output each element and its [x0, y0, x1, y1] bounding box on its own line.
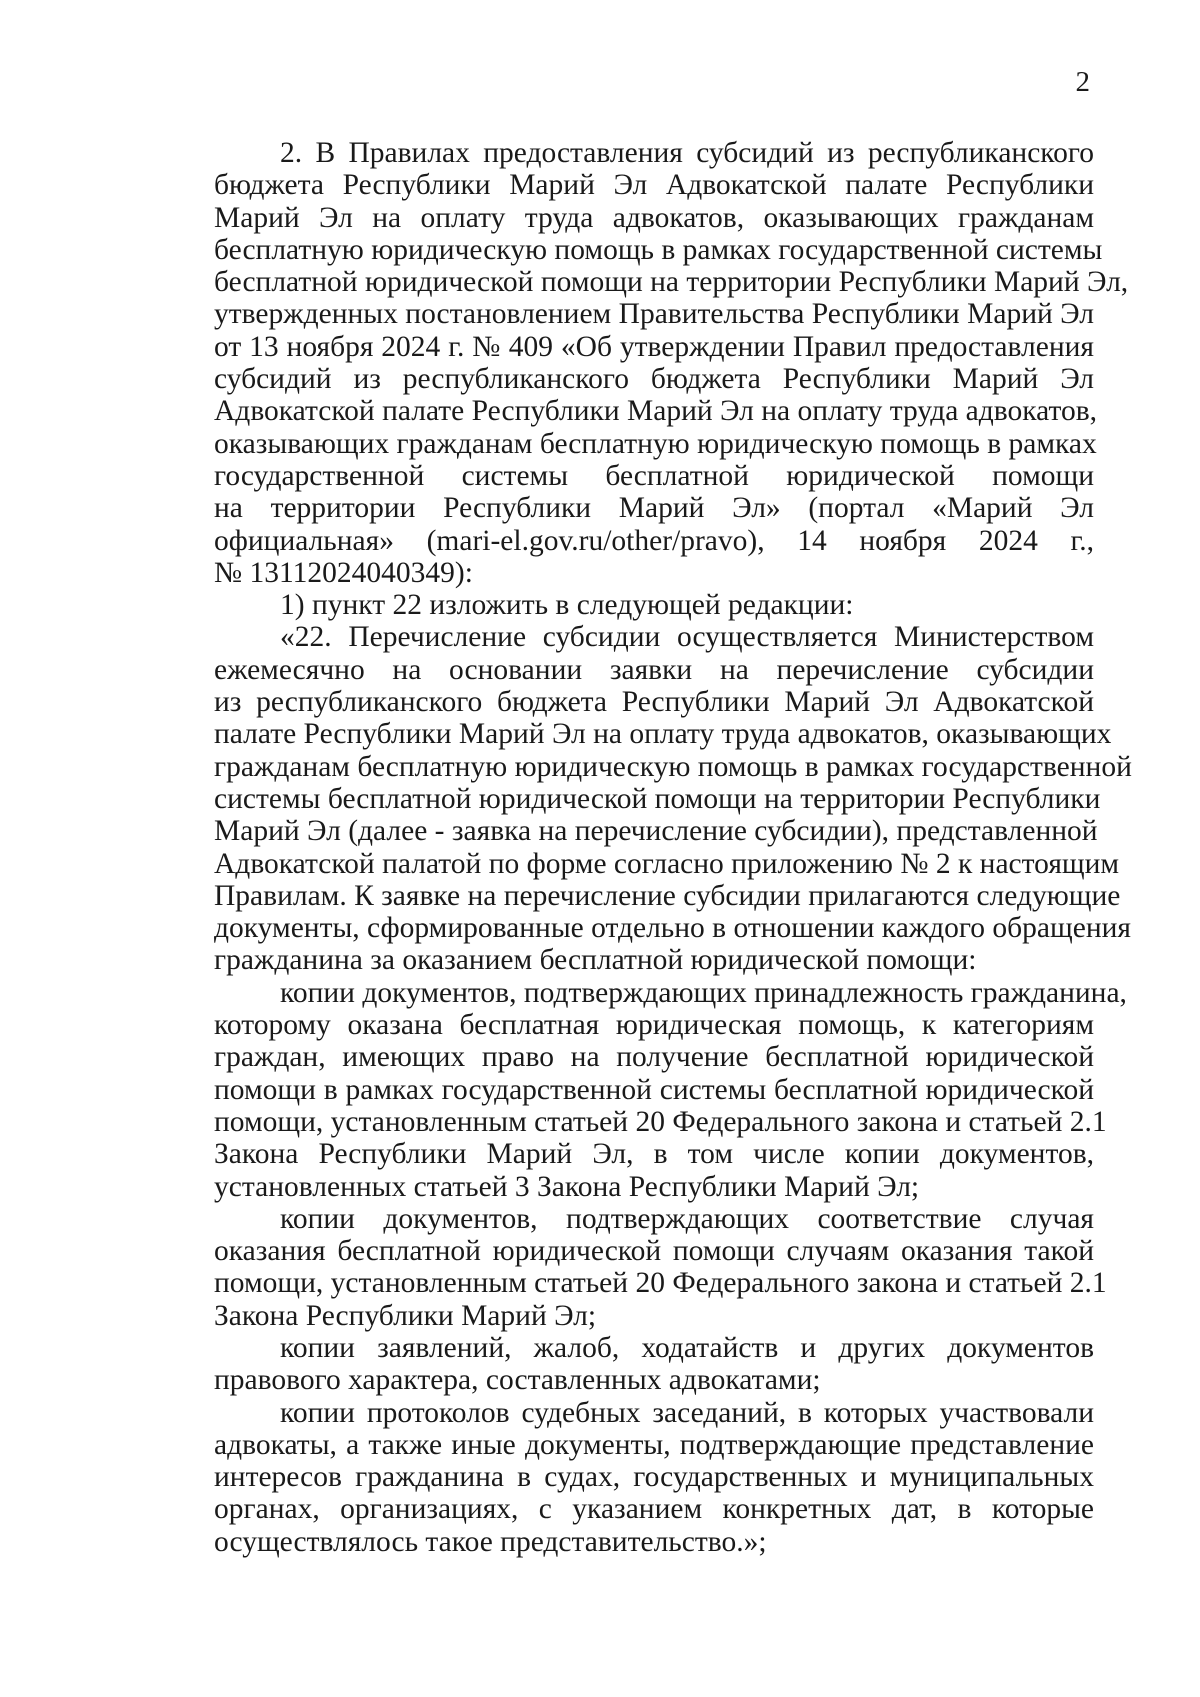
text-line: из республиканского бюджета Республики Марий Эл Адвокатской [214, 686, 1094, 719]
text-line: помощи, установленным статьей 20 Федерального закона и статьей 2.1 [214, 1267, 1107, 1300]
text-line: оказывающих гражданам бесплатную юридическую помощь в рамках [214, 427, 1097, 460]
document-body [214, 137, 1132, 1558]
text-line: копии заявлений, жалоб, ходатайств и других документов [280, 1331, 1094, 1364]
text-line: ежемесячно на основании заявки на перечисление субсидии [214, 653, 1094, 686]
text-line: копии протоколов судебных заседаний, в которых участвовали [280, 1396, 1094, 1429]
text-line: Марий Эл на оплату труда адвокатов, оказывающих гражданам [214, 201, 1094, 234]
text-line: системы бесплатной юридической помощи на территории Республики [214, 782, 1101, 815]
text-line: официальная» (mari-el.gov.ru/other/pravo), 14 ноября 2024 г., [214, 524, 1094, 557]
text-line: Адвокатской палате Республики Марий Эл на оплату труда адвокатов, [214, 395, 1098, 428]
paragraph-clause-22 [214, 621, 1132, 977]
text-line: которому оказана бесплатная юридическая помощь, к категориям [214, 1009, 1094, 1042]
text-line: Правилам. К заявке на перечисление субсидии прилагаются следующие [214, 879, 1121, 912]
text-line: копии документов, подтверждающих соответствие случая [280, 1202, 1094, 1235]
text-line: органах, организациях, с указанием конкретных дат, в которые [214, 1493, 1094, 1526]
text-line: бесплатной юридической помощи на территории Республики Марий Эл, [214, 266, 1129, 299]
text-line: гражданам бесплатную юридическую помощь в рамках государственной [214, 750, 1132, 783]
text-line: от 13 ноября 2024 г. № 409 «Об утверждении Правил предоставления [214, 330, 1094, 363]
paragraph-intro [214, 137, 1129, 589]
paragraph-docs-2 [214, 1202, 1107, 1332]
text-line: Закона Республики Марий Эл, в том числе копии документов, [214, 1138, 1094, 1171]
text-line: Закона Республики Марий Эл; [214, 1299, 597, 1332]
text-line: утвержденных постановлением Правительства Республики Марий Эл [214, 298, 1094, 331]
text-line: 1) пункт 22 изложить в следующей редакции: [280, 589, 854, 622]
text-line: на территории Республики Марий Эл» (портал «Марий Эл [214, 492, 1094, 525]
page-number: 2 [1075, 66, 1090, 98]
text-line: интересов гражданина в судах, государственных и муниципальных [214, 1461, 1094, 1494]
text-line: Марий Эл (далее - заявка на перечисление субсидии), представленной [214, 815, 1098, 848]
text-line: Адвокатской палатой по форме согласно приложению № 2 к настоящим [214, 847, 1120, 880]
paragraph-item-1 [214, 589, 1094, 621]
text-line: гражданина за оказанием бесплатной юридической помощи: [214, 944, 977, 977]
text-line: бюджета Республики Марий Эл Адвокатской палате Республики [214, 169, 1094, 202]
text-line: оказания бесплатной юридической помощи случаям оказания такой [214, 1235, 1094, 1268]
text-line: «22. Перечисление субсидии осуществляется Министерством [280, 621, 1094, 654]
text-line: установленных статьей 3 Закона Республики Марий Эл; [214, 1170, 920, 1203]
text-line: № 13112024040349): [214, 556, 473, 589]
paragraph-docs-4 [214, 1397, 1094, 1558]
text-line: документы, сформированные отдельно в отношении каждого обращения [214, 912, 1131, 945]
text-line: правового характера, составленных адвокатами; [214, 1364, 821, 1397]
text-line: государственной системы бесплатной юридической помощи [214, 459, 1094, 492]
text-line: помощи, установленным статьей 20 Федерального закона и статьей 2.1 [214, 1105, 1107, 1138]
paragraph-docs-3 [214, 1332, 1094, 1397]
text-line: граждан, имеющих право на получение бесплатной юридической [214, 1041, 1094, 1074]
text-line: бесплатную юридическую помощь в рамках государственной системы [214, 233, 1103, 266]
text-line: копии документов, подтверждающих принадлежность гражданина, [280, 976, 1127, 1009]
text-line: 2. В Правилах предоставления субсидий из республиканского [280, 137, 1094, 169]
text-line: помощи в рамках государственной системы бесплатной юридической [214, 1073, 1094, 1106]
text-line: осуществлялось такое представительство.»; [214, 1525, 767, 1558]
paragraph-docs-1 [214, 976, 1127, 1203]
text-line: адвокаты, а также иные документы, подтверждающие представление [214, 1428, 1094, 1461]
text-line: субсидий из республиканского бюджета Республики Марий Эл [214, 363, 1094, 396]
text-line: палате Республики Марий Эл на оплату труда адвокатов, оказывающих [214, 718, 1112, 751]
